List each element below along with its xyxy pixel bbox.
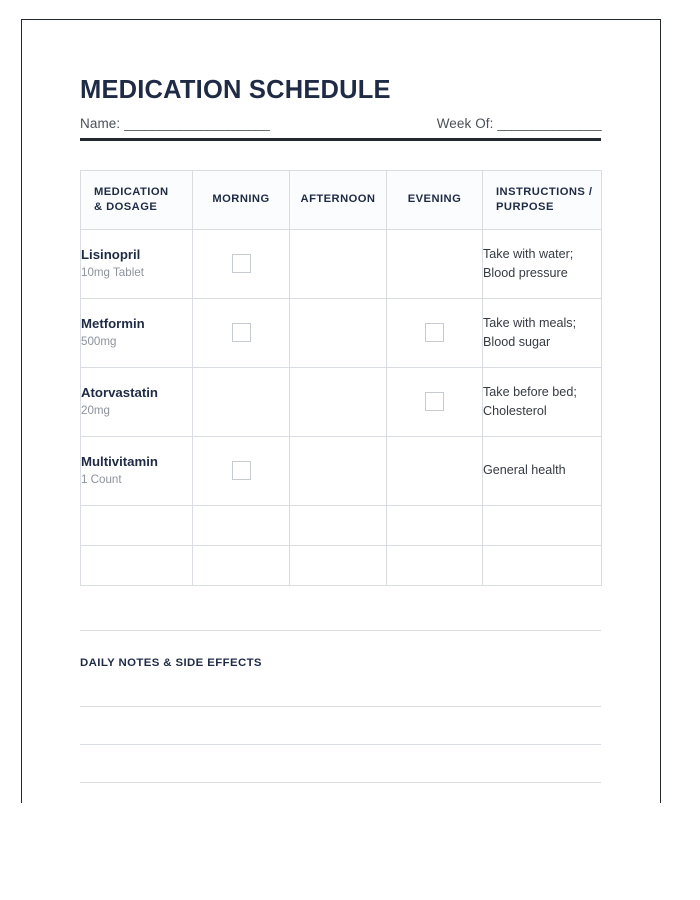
table-header [81, 170, 602, 229]
morning-cell[interactable] [193, 436, 290, 505]
evening-cell[interactable] [387, 298, 483, 367]
column-header-instructions [483, 170, 602, 229]
page-content [80, 76, 601, 783]
form-fields-row [80, 116, 601, 138]
medication-cell-blank[interactable] [81, 505, 193, 545]
checkbox-evening[interactable] [425, 392, 444, 411]
column-header-instructions-line1: INSTRUCTIONS / [496, 185, 593, 198]
afternoon-cell[interactable] [290, 436, 387, 505]
column-header-medication-line1: MEDICATION [94, 185, 169, 198]
column-header-evening: EVENING [387, 170, 483, 229]
afternoon-cell-blank[interactable] [290, 505, 387, 545]
table-body [81, 229, 602, 585]
morning-cell-blank[interactable] [193, 545, 290, 585]
document-page [21, 19, 661, 803]
morning-cell-blank[interactable] [193, 505, 290, 545]
column-header-afternoon: AFTERNOON [290, 170, 387, 229]
table-row [81, 436, 602, 505]
medication-name: Multivitamin [81, 453, 158, 469]
instructions-cell [483, 298, 602, 367]
morning-cell[interactable] [193, 367, 290, 436]
instructions-cell-blank[interactable] [483, 545, 602, 585]
column-header-medication-line2: & DOSAGE [94, 200, 158, 213]
instructions-line2: Blood pressure [483, 265, 568, 280]
instructions-line1: Take with meals; [483, 315, 577, 330]
name-field-rule: _____________________ [124, 116, 270, 132]
evening-cell-blank[interactable] [387, 505, 483, 545]
instructions-line2: Cholesterol [483, 403, 547, 418]
instructions-cell [483, 229, 602, 298]
medication-schedule-table [80, 170, 602, 586]
medication-cell-blank[interactable] [81, 545, 193, 585]
table-row-blank [81, 505, 602, 545]
name-field[interactable] [80, 116, 269, 131]
instructions-line2: Blood sugar [483, 334, 551, 349]
medication-name: Lisinopril [81, 246, 141, 262]
instructions-line1: Take before bed; [483, 384, 577, 399]
evening-cell[interactable] [387, 436, 483, 505]
medication-name: Atorvastatin [81, 384, 158, 400]
week-of-field-label: Week Of: [436, 116, 494, 132]
column-header-medication [81, 170, 193, 229]
evening-cell[interactable] [387, 229, 483, 298]
table-row [81, 367, 602, 436]
table-row-blank [81, 545, 602, 585]
notes-write-line[interactable] [80, 744, 601, 745]
afternoon-cell[interactable] [290, 298, 387, 367]
afternoon-cell[interactable] [290, 229, 387, 298]
notes-section-divider [80, 630, 601, 631]
daily-notes-section [80, 630, 601, 783]
evening-cell-blank[interactable] [387, 545, 483, 585]
medication-dose: 1 Count [81, 472, 122, 486]
column-header-instructions-line2: PURPOSE [496, 200, 554, 213]
week-of-field[interactable] [437, 116, 601, 131]
notes-write-line[interactable] [80, 782, 601, 783]
checkbox-morning[interactable] [232, 461, 251, 480]
medication-dose: 500mg [81, 334, 117, 348]
checkbox-evening[interactable] [425, 323, 444, 342]
table-row [81, 298, 602, 367]
instructions-cell-blank[interactable] [483, 505, 602, 545]
afternoon-cell[interactable] [290, 367, 387, 436]
notes-heading: DAILY NOTES & SIDE EFFECTS [80, 656, 262, 669]
medication-cell [81, 436, 193, 505]
morning-cell[interactable] [193, 229, 290, 298]
evening-cell[interactable] [387, 367, 483, 436]
medication-cell [81, 298, 193, 367]
page-title: MEDICATION SCHEDULE [80, 76, 391, 104]
week-of-field-rule: _______________ [497, 116, 601, 132]
notes-write-line[interactable] [80, 706, 601, 707]
title-divider [80, 138, 601, 141]
medication-cell [81, 229, 193, 298]
column-header-morning: MORNING [193, 170, 290, 229]
medication-name: Metformin [81, 315, 145, 331]
medication-cell [81, 367, 193, 436]
instructions-line1: Take with water; [483, 246, 574, 261]
afternoon-cell-blank[interactable] [290, 545, 387, 585]
medication-dose: 10mg Tablet [81, 265, 144, 279]
table-row [81, 229, 602, 298]
morning-cell[interactable] [193, 298, 290, 367]
medication-dose: 20mg [81, 403, 111, 417]
name-field-label: Name: [80, 116, 121, 132]
instructions-cell [483, 367, 602, 436]
instructions-cell: General health [483, 436, 602, 505]
table-header-row [81, 170, 602, 229]
checkbox-morning[interactable] [232, 254, 251, 273]
checkbox-morning[interactable] [232, 323, 251, 342]
